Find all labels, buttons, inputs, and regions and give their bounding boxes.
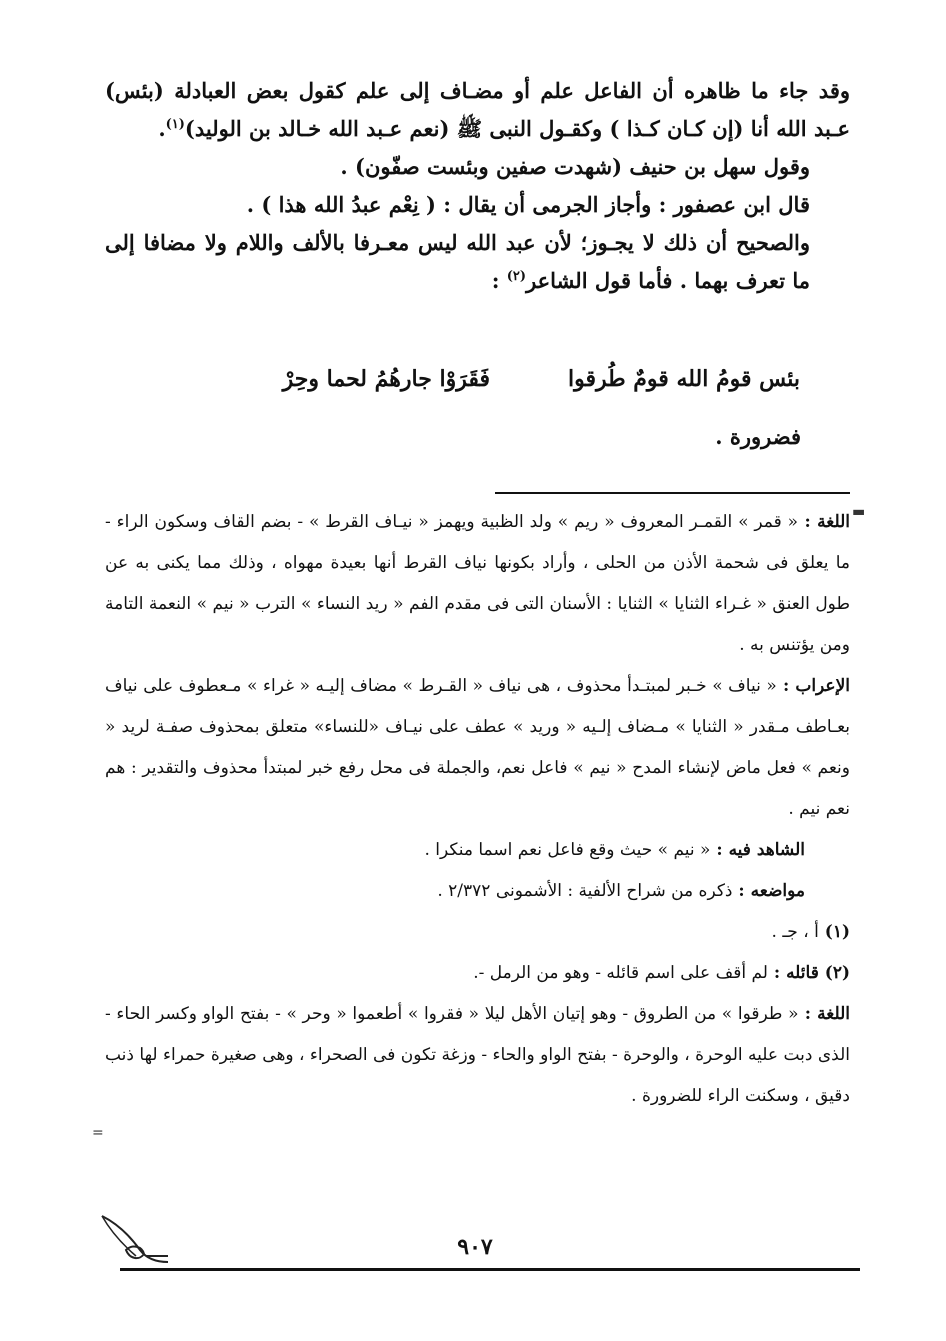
note-label: (١) xyxy=(818,922,850,942)
verse-first-hemistich: بئس قومُ الله قومٌ طُرقوا xyxy=(568,366,800,392)
note-shahid: الشاهد فيه : « نيم » حيث وقع فاعل نعم اسما منكرا . xyxy=(424,840,805,860)
note-label: الإعراب : xyxy=(776,676,850,696)
footnote-divider xyxy=(495,492,850,494)
note-lugha-1: اللغة : « قمر » القمـر المعروف « ريم » ولد الظبية ويهمز « نيـاف القرط » - بضم القاف وسكون الراء - ما يعلق فى شحمة الأذن من الحلى ، وأراد بكونها نياف القرط أنها بعيدة مهواه ، وذلك مما يكنى به عن طول العنق « غـراء الثنايا » الثنايا : الأسنان التى فى مقدم الفم « ريد النساء » الترب « نيم » النعمة التامة ومن يؤتنس به . xyxy=(105,512,850,655)
poetry-verse xyxy=(200,366,800,406)
verse-second-hemistich: فَقَرَوْا جارهُمُ لحما وحِرْ xyxy=(282,366,490,392)
note-lugha-2: اللغة : « طرقوا » من الطروق - وهو إتيان الأهل ليلا « فقروا » أطعموا « وحر » - بفتح الواو وكسر الحاء - الذى دبت عليه الوحرة ، والوحرة - بفتح الواو والحاء - وزغة تكون فى الصحراء ، وهى صغيرة حمراء لها ذنب دقيق ، وسكنت الراء للضرورة . xyxy=(104,1004,851,1106)
equals-mark-icon: = xyxy=(92,1125,104,1141)
footnote-ref-2[interactable]: (٢) xyxy=(506,269,527,284)
note-irab: الإعراب : « نياف » خـبر لمبتـدأ محذوف ، هى نياف « القـرط » مضاف إليـه « غراء » مـعطوف على نياف بعـاطف مـقدر « الثنايا » مـضاف إلـيه « وريد » عطف على نيـاف «للنساء» متعلق بمحذوف صفـة لريد « ونعم » فعل ماض لإنشاء المدح « نيم » فاعل نعم، والجملة فى محل رفع خبر لمبتدأ محذوف والتقدير : هم نعم نيم . xyxy=(105,676,850,819)
note-label: (٢) قائله : xyxy=(767,963,850,983)
note-label: اللغة : xyxy=(798,512,850,532)
footnote-1: (١) أ ، جـ . xyxy=(771,922,850,942)
note-label: مواضعه : xyxy=(732,881,805,901)
note-label: الشاهد فيه : xyxy=(710,840,805,860)
paragraph-3: قال ابن عصفور : وأجاز الجرمى أن يقال : ( نِعْم عبدُ الله هذا ) . xyxy=(246,192,810,217)
footnote-ref-1[interactable]: (١) xyxy=(165,117,185,132)
quill-pen-icon xyxy=(96,1210,176,1270)
dash-mark-icon: ▬ xyxy=(852,504,866,520)
page-number: ٩٠٧ xyxy=(457,1234,493,1260)
footer-rule xyxy=(120,1268,860,1271)
footnote-2: (٢) قائله : لم أقف على اسم قائله - وهو من الرمل -. xyxy=(473,963,850,983)
closing-word: فضرورة . xyxy=(715,424,801,449)
paragraph-4: والصحيح أن ذلك لا يجـوز؛ لأن عبد الله ليس معـرفا بالألف واللام ولا مضافا إلى ما تعرف بهما . فأما قول الشاعر$^{(٢)}$ : xyxy=(105,230,810,293)
footnotes xyxy=(105,502,850,1117)
paragraph-2: وقول سهل بن حنيف (شهدت صفين وبئست صفّون) . xyxy=(340,154,810,179)
paragraph-1: وقد جاء ما ظاهره أن الفاعل علم أو مضـاف إلى علم كقول بعض العبادلة (بئس) عـبد الله أنا (إن كـان كـذا ) وكقـول النبى ﷺ (نعم عـبد الله خـالد بن الوليد)$^{(١)}$. xyxy=(105,78,850,141)
main-text xyxy=(105,72,850,300)
note-label: اللغة : xyxy=(798,1004,851,1024)
note-mawadi: مواضعه : ذكره من شراح الألفية : الأشمونى ٢/٣٧٢ . xyxy=(437,881,805,901)
